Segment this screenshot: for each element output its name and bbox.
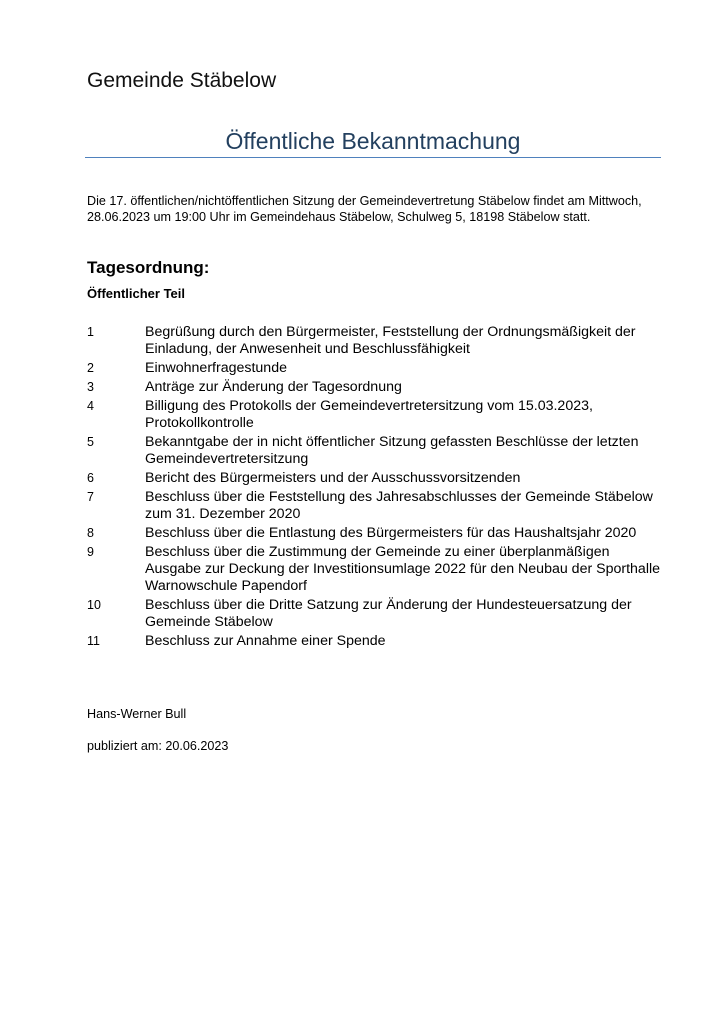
agenda-item-text: Beschluss über die Zustimmung der Gemeinde zu einer überplanmäßigen Ausgabe zur Deckung der Investitionsumlage 2022 für den Neubau der Sporthalle Warnowschule Papendorf	[145, 544, 661, 594]
agenda-item-number: 2	[87, 361, 94, 375]
agenda-item-text: Beschluss über die Dritte Satzung zur Änderung der Hundesteuersatzung der Gemeinde Stäbelow	[145, 597, 632, 630]
agenda-list	[87, 324, 667, 652]
page-title: Öffentliche Bekanntmachung	[225, 128, 521, 154]
agenda-item-number: 11	[87, 634, 100, 648]
publication-date: publiziert am: 20.06.2023	[87, 739, 229, 753]
agenda-item-text: Beschluss über die Feststellung des Jahresabschlusses der Gemeinde Stäbelow zum 31. Dezember 2020	[145, 489, 653, 522]
agenda-item-number: 4	[87, 399, 94, 413]
agenda-item	[87, 324, 667, 358]
agenda-item-text: Beschluss zur Annahme einer Spende	[145, 633, 386, 649]
title-divider	[85, 157, 661, 158]
agenda-item-text: Billigung des Protokolls der Gemeindevertretersitzung vom 15.03.2023, Protokollkontrolle	[145, 398, 593, 431]
agenda-item	[87, 489, 667, 523]
agenda-item	[87, 525, 667, 542]
agenda-item	[87, 597, 667, 631]
agenda-item	[87, 434, 667, 468]
agenda-item-number: 9	[87, 545, 94, 559]
agenda-item-number: 10	[87, 598, 101, 612]
agenda-item-text: Einwohnerfragestunde	[145, 360, 287, 376]
agenda-item	[87, 633, 667, 650]
agenda-item-number: 8	[87, 526, 94, 540]
agenda-item-number: 3	[87, 380, 94, 394]
agenda-item-number: 1	[87, 325, 94, 339]
agenda-item-number: 7	[87, 490, 94, 504]
agenda-item	[87, 470, 667, 487]
agenda-item-text: Beschluss über die Entlastung des Bürgermeisters für das Haushaltsjahr 2020	[145, 525, 637, 541]
agenda-item	[87, 360, 667, 377]
agenda-item-number: 5	[87, 435, 94, 449]
agenda-item	[87, 544, 667, 595]
agenda-item	[87, 398, 667, 432]
agenda-item-text: Begrüßung durch den Bürgermeister, Feststellung der Ordnungsmäßigkeit der Einladung, der Anwesenheit und Beschlussfähigkeit	[145, 324, 636, 357]
agenda-item	[87, 379, 667, 396]
meeting-announcement: Die 17. öffentlichen/nichtöffentlichen Sitzung der Gemeindevertretung Stäbelow findet am Mittwoch, 28.06.2023 um 19:00 Uhr im Gemeindehaus Stäbelow, Schulweg 5, 18198 Stäbelow statt.	[87, 194, 642, 224]
agenda-heading: Tagesordnung:	[87, 258, 210, 277]
agenda-item-number: 6	[87, 471, 94, 485]
agenda-item-text: Anträge zur Änderung der Tagesordnung	[145, 379, 402, 395]
agenda-item-text: Bericht des Bürgermeisters und der Ausschussvorsitzenden	[145, 470, 521, 486]
public-part-heading: Öffentlicher Teil	[87, 286, 185, 301]
agenda-item-text: Bekanntgabe der in nicht öffentlicher Sitzung gefassten Beschlüsse der letzten Gemeindevertretersitzung	[145, 434, 639, 467]
municipality-name: Gemeinde Stäbelow	[87, 69, 277, 92]
signature-name: Hans-Werner Bull	[87, 707, 187, 721]
